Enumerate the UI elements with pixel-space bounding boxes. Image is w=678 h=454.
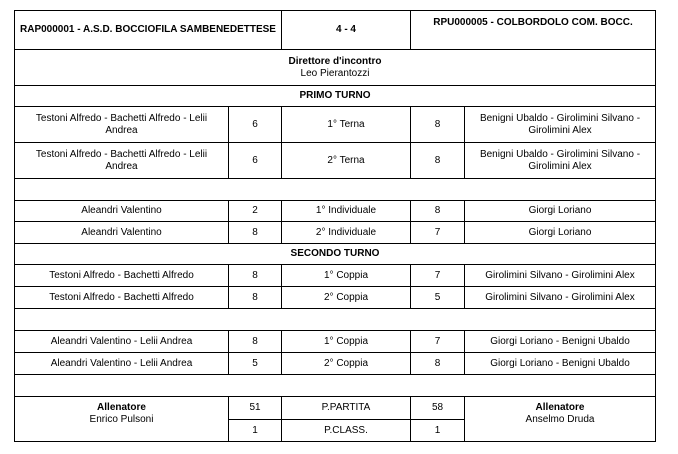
class-home-points: 1 [228, 419, 282, 442]
game-type: 1° Coppia [281, 264, 411, 287]
home-players: Aleandri Valentino - Lelii Andrea [14, 330, 229, 353]
home-coach-cell [14, 396, 229, 442]
game-type: 2° Coppia [281, 286, 411, 309]
match-row [14, 330, 656, 353]
spacer-row [14, 178, 656, 201]
match-row [14, 200, 656, 222]
match-row [14, 264, 656, 287]
home-score: 6 [228, 106, 282, 143]
home-score: 8 [228, 286, 282, 309]
home-players: Testoni Alfredo - Bachetti Alfredo - Lelii Andrea [14, 142, 229, 179]
director-name: Leo Pierantozzi [300, 67, 370, 79]
game-type: 2° Individuale [281, 221, 411, 244]
spacer-row [14, 308, 656, 331]
director-row [14, 49, 656, 86]
home-score: 2 [228, 200, 282, 222]
away-score: 8 [410, 142, 465, 179]
home-score: 5 [228, 352, 282, 375]
class-label: P.CLASS. [281, 419, 411, 442]
away-players: Giorgi Loriano - Benigni Ubaldo [464, 330, 656, 353]
away-score: 8 [410, 352, 465, 375]
home-score: 6 [228, 142, 282, 179]
match-row [14, 142, 656, 179]
away-score: 7 [410, 264, 465, 287]
away-coach-cell [464, 396, 656, 442]
primo-turno-header [14, 85, 656, 107]
away-score: 8 [410, 200, 465, 222]
away-players: Girolimini Silvano - Girolimini Alex [464, 286, 656, 309]
secondo-turno-title: SECONDO TURNO [14, 243, 656, 265]
match-row [14, 286, 656, 309]
match-score: 4 - 4 [281, 10, 411, 50]
home-team-name: RAP000001 - A.S.D. BOCCIOFILA SAMBENEDETTESE [14, 10, 282, 50]
partita-away-points: 58 [410, 396, 465, 420]
class-away-points: 1 [410, 419, 465, 442]
home-score: 8 [228, 330, 282, 353]
away-score: 7 [410, 330, 465, 353]
home-score: 8 [228, 221, 282, 244]
home-coach-name: Enrico Pulsoni [89, 414, 154, 425]
match-row [14, 221, 656, 244]
partita-home-points: 51 [228, 396, 282, 420]
game-type: 1° Terna [281, 106, 411, 143]
away-score: 8 [410, 106, 465, 143]
match-row [14, 106, 656, 143]
away-players: Giorgi Loriano - Benigni Ubaldo [464, 352, 656, 375]
home-players: Testoni Alfredo - Bachetti Alfredo [14, 264, 229, 287]
away-players: Benigni Ubaldo - Girolimini Silvano - Girolimini Alex [464, 142, 656, 179]
home-players: Aleandri Valentino - Lelii Andrea [14, 352, 229, 375]
footer-row [14, 396, 656, 442]
game-type: 1° Coppia [281, 330, 411, 353]
away-players: Giorgi Loriano [464, 221, 656, 244]
home-score: 8 [228, 264, 282, 287]
game-type: 1° Individuale [281, 200, 411, 222]
spacer-row [14, 374, 656, 397]
home-coach-label: Allenatore [97, 402, 146, 413]
away-score: 7 [410, 221, 465, 244]
away-players: Giorgi Loriano [464, 200, 656, 222]
away-team-name: RPU000005 - COLBORDOLO COM. BOCC. [410, 10, 656, 50]
home-players: Testoni Alfredo - Bachetti Alfredo - Lelii Andrea [14, 106, 229, 143]
away-players: Girolimini Silvano - Girolimini Alex [464, 264, 656, 287]
away-players: Benigni Ubaldo - Girolimini Silvano - Girolimini Alex [464, 106, 656, 143]
match-row [14, 352, 656, 375]
home-players: Aleandri Valentino [14, 200, 229, 222]
match-report-table [14, 10, 656, 442]
partita-label: P.PARTITA [281, 396, 411, 420]
away-coach-name: Anselmo Druda [525, 414, 595, 425]
primo-turno-title: PRIMO TURNO [14, 85, 656, 107]
header-row [14, 10, 656, 50]
secondo-turno-header [14, 243, 656, 265]
home-players: Testoni Alfredo - Bachetti Alfredo [14, 286, 229, 309]
game-type: 2° Coppia [281, 352, 411, 375]
away-coach-label: Allenatore [535, 402, 585, 413]
away-score: 5 [410, 286, 465, 309]
home-players: Aleandri Valentino [14, 221, 229, 244]
director-cell [14, 49, 656, 86]
director-label: Direttore d'incontro [288, 55, 382, 67]
game-type: 2° Terna [281, 142, 411, 179]
